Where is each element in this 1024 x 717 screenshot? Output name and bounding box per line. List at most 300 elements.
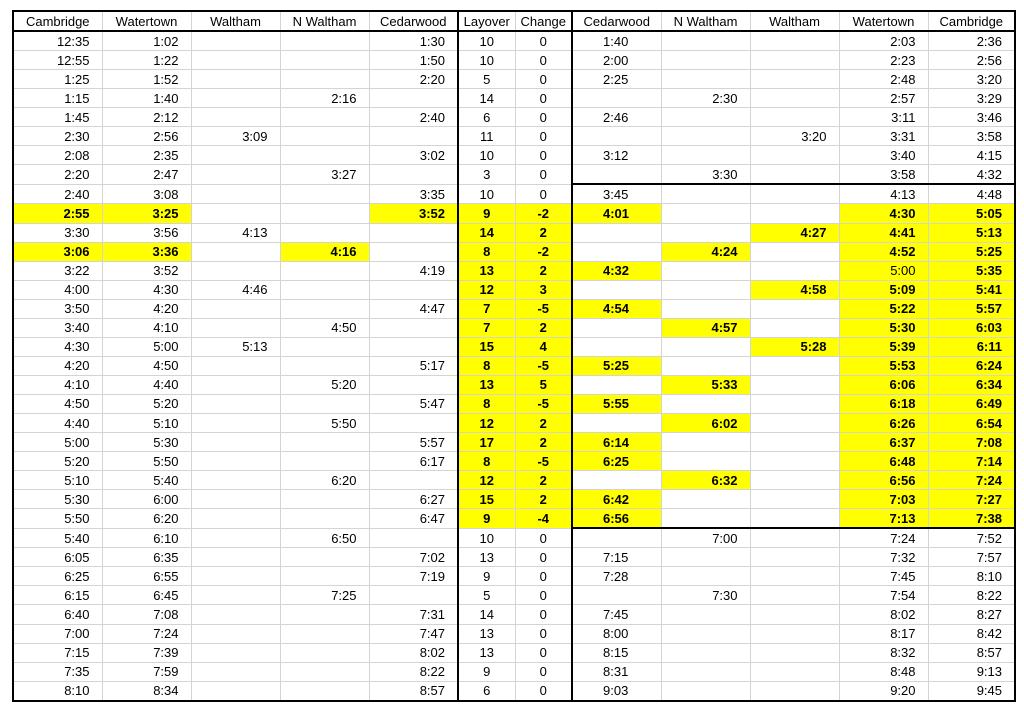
cell-change: 2: [515, 318, 572, 337]
cell-n-waltham-out: [280, 567, 369, 586]
cell-cedarwood-in: 6:42: [572, 490, 661, 509]
cell-layover: 13: [458, 624, 515, 643]
cell-waltham-in: [750, 643, 839, 662]
cell-watertown-out: 6:45: [102, 586, 191, 605]
cell-waltham-in: [750, 89, 839, 108]
cell-watertown-out: 6:35: [102, 548, 191, 567]
cell-cedarwood-out: 3:35: [369, 184, 458, 204]
cell-waltham-in: [750, 375, 839, 394]
cell-waltham-in: [750, 567, 839, 586]
cell-change: 0: [515, 165, 572, 185]
cell-cedarwood-out: [369, 586, 458, 605]
cell-n-waltham-in: [661, 337, 750, 356]
cell-waltham-in: [750, 184, 839, 204]
cell-waltham-out: [191, 567, 280, 586]
cell-watertown-out: 7:24: [102, 624, 191, 643]
cell-cambridge-out: 4:50: [13, 394, 102, 413]
table-row: [13, 299, 1015, 318]
cell-change: 0: [515, 662, 572, 681]
cell-cambridge-in: 5:57: [928, 299, 1015, 318]
cell-n-waltham-in: [661, 681, 750, 701]
cell-layover: 10: [458, 31, 515, 51]
table-row: [13, 318, 1015, 337]
cell-waltham-in: [750, 528, 839, 548]
cell-cedarwood-out: [369, 375, 458, 394]
cell-n-waltham-out: [280, 624, 369, 643]
cell-waltham-in: [750, 471, 839, 490]
cell-waltham-in: [750, 31, 839, 51]
cell-cambridge-in: 5:13: [928, 223, 1015, 242]
table-row: [13, 643, 1015, 662]
cell-cedarwood-in: 5:25: [572, 356, 661, 375]
cell-change: 2: [515, 471, 572, 490]
cell-change: 2: [515, 413, 572, 432]
cell-change: 0: [515, 624, 572, 643]
table-row: [13, 452, 1015, 471]
cell-watertown-out: 3:08: [102, 184, 191, 204]
cell-change: -4: [515, 509, 572, 529]
table-row: [13, 70, 1015, 89]
cell-waltham-out: [191, 261, 280, 280]
cell-cedarwood-out: 1:50: [369, 51, 458, 70]
cell-cambridge-out: 7:15: [13, 643, 102, 662]
cell-n-waltham-out: [280, 643, 369, 662]
cell-n-waltham-in: 4:24: [661, 242, 750, 261]
header-waltham-out: Waltham: [191, 11, 280, 31]
cell-cedarwood-out: 8:22: [369, 662, 458, 681]
cell-cedarwood-out: [369, 337, 458, 356]
cell-layover: 12: [458, 280, 515, 299]
cell-change: 0: [515, 643, 572, 662]
cell-layover: 3: [458, 165, 515, 185]
cell-watertown-out: 5:30: [102, 433, 191, 452]
cell-change: 4: [515, 337, 572, 356]
cell-cedarwood-in: 3:12: [572, 146, 661, 165]
cell-n-waltham-in: [661, 452, 750, 471]
cell-layover: 10: [458, 528, 515, 548]
cell-cambridge-in: 6:11: [928, 337, 1015, 356]
cell-waltham-out: [191, 89, 280, 108]
cell-n-waltham-out: [280, 433, 369, 452]
cell-change: 2: [515, 261, 572, 280]
cell-cedarwood-out: 5:57: [369, 433, 458, 452]
cell-cambridge-out: 5:30: [13, 490, 102, 509]
cell-waltham-in: [750, 394, 839, 413]
cell-layover: 13: [458, 643, 515, 662]
cell-cambridge-in: 2:36: [928, 31, 1015, 51]
cell-watertown-out: 2:35: [102, 146, 191, 165]
cell-waltham-out: [191, 643, 280, 662]
cell-cedarwood-out: [369, 127, 458, 146]
cell-cedarwood-in: 1:40: [572, 31, 661, 51]
cell-layover: 6: [458, 681, 515, 701]
cell-waltham-in: [750, 509, 839, 529]
cell-cambridge-in: 7:38: [928, 509, 1015, 529]
cell-watertown-out: 1:22: [102, 51, 191, 70]
cell-watertown-in: 2:48: [839, 70, 928, 89]
table-row: [13, 51, 1015, 70]
cell-n-waltham-out: [280, 108, 369, 127]
cell-cedarwood-out: 7:02: [369, 548, 458, 567]
cell-cambridge-in: 8:22: [928, 586, 1015, 605]
cell-change: -5: [515, 299, 572, 318]
cell-n-waltham-in: [661, 509, 750, 529]
cell-layover: 10: [458, 146, 515, 165]
schedule-table: [12, 10, 1016, 702]
cell-cedarwood-out: 5:17: [369, 356, 458, 375]
cell-n-waltham-out: [280, 223, 369, 242]
cell-watertown-in: 7:54: [839, 586, 928, 605]
cell-cambridge-in: 5:25: [928, 242, 1015, 261]
table-row: [13, 509, 1015, 529]
cell-waltham-out: [191, 471, 280, 490]
cell-layover: 8: [458, 242, 515, 261]
cell-waltham-out: 4:46: [191, 280, 280, 299]
cell-layover: 9: [458, 662, 515, 681]
cell-watertown-out: 7:08: [102, 605, 191, 624]
cell-cambridge-out: 3:22: [13, 261, 102, 280]
cell-watertown-out: 3:56: [102, 223, 191, 242]
cell-watertown-in: 3:40: [839, 146, 928, 165]
cell-cedarwood-out: [369, 528, 458, 548]
cell-n-waltham-out: 3:27: [280, 165, 369, 185]
cell-cedarwood-out: 6:17: [369, 452, 458, 471]
cell-n-waltham-in: [661, 261, 750, 280]
cell-layover: 9: [458, 509, 515, 529]
cell-watertown-out: 3:52: [102, 261, 191, 280]
table-row: [13, 242, 1015, 261]
cell-watertown-out: 5:40: [102, 471, 191, 490]
cell-n-waltham-in: 6:02: [661, 413, 750, 432]
cell-cedarwood-out: 3:52: [369, 204, 458, 223]
cell-cambridge-out: 8:10: [13, 681, 102, 701]
cell-cedarwood-out: [369, 242, 458, 261]
cell-waltham-out: [191, 165, 280, 185]
cell-waltham-in: [750, 662, 839, 681]
cell-n-waltham-in: [661, 280, 750, 299]
table-row: [13, 127, 1015, 146]
header-cedarwood-in: Cedarwood: [572, 11, 661, 31]
cell-n-waltham-out: [280, 31, 369, 51]
cell-cambridge-in: 4:48: [928, 184, 1015, 204]
cell-layover: 5: [458, 70, 515, 89]
cell-cedarwood-in: 7:28: [572, 567, 661, 586]
cell-cedarwood-out: 7:47: [369, 624, 458, 643]
cell-n-waltham-in: [661, 184, 750, 204]
cell-waltham-out: [191, 586, 280, 605]
cell-waltham-in: [750, 299, 839, 318]
cell-waltham-out: 5:13: [191, 337, 280, 356]
cell-cedarwood-in: [572, 223, 661, 242]
cell-cambridge-in: 6:49: [928, 394, 1015, 413]
header-row: [13, 11, 1015, 31]
cell-cambridge-in: 3:29: [928, 89, 1015, 108]
cell-cedarwood-out: [369, 318, 458, 337]
cell-cambridge-out: 5:10: [13, 471, 102, 490]
cell-n-waltham-out: 7:25: [280, 586, 369, 605]
cell-waltham-out: [191, 490, 280, 509]
cell-cambridge-out: 4:20: [13, 356, 102, 375]
cell-waltham-in: [750, 51, 839, 70]
cell-watertown-out: 4:40: [102, 375, 191, 394]
cell-cambridge-in: 8:57: [928, 643, 1015, 662]
cell-cedarwood-out: [369, 471, 458, 490]
cell-waltham-in: 4:27: [750, 223, 839, 242]
cell-cambridge-in: 3:20: [928, 70, 1015, 89]
cell-cambridge-out: 6:40: [13, 605, 102, 624]
cell-cedarwood-in: 4:54: [572, 299, 661, 318]
cell-n-waltham-in: [661, 70, 750, 89]
cell-cedarwood-out: 7:31: [369, 605, 458, 624]
table-row: [13, 31, 1015, 51]
cell-layover: 11: [458, 127, 515, 146]
header-cambridge-out: Cambridge: [13, 11, 102, 31]
cell-cambridge-out: 3:40: [13, 318, 102, 337]
header-waltham-in: Waltham: [750, 11, 839, 31]
cell-waltham-out: [191, 548, 280, 567]
cell-cedarwood-out: 6:27: [369, 490, 458, 509]
cell-n-waltham-in: 2:30: [661, 89, 750, 108]
cell-watertown-out: 6:55: [102, 567, 191, 586]
cell-watertown-out: 5:10: [102, 413, 191, 432]
cell-cedarwood-out: [369, 165, 458, 185]
cell-waltham-out: [191, 184, 280, 204]
cell-n-waltham-in: 4:57: [661, 318, 750, 337]
cell-change: 0: [515, 70, 572, 89]
cell-layover: 15: [458, 490, 515, 509]
cell-watertown-in: 6:37: [839, 433, 928, 452]
cell-cambridge-out: 4:30: [13, 337, 102, 356]
cell-waltham-out: [191, 375, 280, 394]
cell-waltham-in: [750, 413, 839, 432]
cell-cedarwood-in: [572, 375, 661, 394]
cell-waltham-in: [750, 165, 839, 185]
cell-cambridge-in: 8:42: [928, 624, 1015, 643]
cell-cambridge-out: 5:50: [13, 509, 102, 529]
cell-cedarwood-in: [572, 127, 661, 146]
cell-watertown-out: 4:10: [102, 318, 191, 337]
cell-cambridge-out: 3:30: [13, 223, 102, 242]
cell-change: -5: [515, 394, 572, 413]
cell-cambridge-in: 7:24: [928, 471, 1015, 490]
cell-cedarwood-in: [572, 280, 661, 299]
cell-watertown-in: 8:02: [839, 605, 928, 624]
table-row: [13, 394, 1015, 413]
cell-cedarwood-in: 3:45: [572, 184, 661, 204]
cell-watertown-in: 7:45: [839, 567, 928, 586]
cell-waltham-in: 3:20: [750, 127, 839, 146]
cell-cambridge-out: 4:10: [13, 375, 102, 394]
cell-watertown-out: 7:39: [102, 643, 191, 662]
cell-cambridge-in: 3:58: [928, 127, 1015, 146]
cell-cedarwood-in: 6:56: [572, 509, 661, 529]
cell-waltham-out: [191, 605, 280, 624]
cell-watertown-out: 1:52: [102, 70, 191, 89]
table-row: [13, 184, 1015, 204]
cell-cambridge-out: 5:00: [13, 433, 102, 452]
cell-cedarwood-out: 1:30: [369, 31, 458, 51]
cell-watertown-out: 8:34: [102, 681, 191, 701]
cell-waltham-out: [191, 204, 280, 223]
cell-cambridge-out: 12:35: [13, 31, 102, 51]
cell-cedarwood-out: 5:47: [369, 394, 458, 413]
cell-cambridge-in: 5:05: [928, 204, 1015, 223]
cell-waltham-out: [191, 662, 280, 681]
cell-cedarwood-in: 6:14: [572, 433, 661, 452]
cell-n-waltham-out: 4:50: [280, 318, 369, 337]
table-row: [13, 471, 1015, 490]
cell-change: 2: [515, 433, 572, 452]
cell-watertown-out: 2:12: [102, 108, 191, 127]
header-cambridge-in: Cambridge: [928, 11, 1015, 31]
cell-layover: 13: [458, 261, 515, 280]
cell-waltham-in: [750, 261, 839, 280]
cell-layover: 14: [458, 605, 515, 624]
cell-layover: 10: [458, 184, 515, 204]
cell-cedarwood-in: [572, 318, 661, 337]
cell-cedarwood-in: 6:25: [572, 452, 661, 471]
cell-waltham-out: [191, 433, 280, 452]
cell-n-waltham-out: [280, 356, 369, 375]
cell-watertown-in: 5:00: [839, 261, 928, 280]
cell-cedarwood-in: 4:01: [572, 204, 661, 223]
cell-waltham-out: [191, 528, 280, 548]
cell-watertown-out: 2:47: [102, 165, 191, 185]
cell-cedarwood-in: 8:00: [572, 624, 661, 643]
cell-n-waltham-in: [661, 356, 750, 375]
cell-layover: 8: [458, 452, 515, 471]
cell-cedarwood-in: 7:15: [572, 548, 661, 567]
cell-waltham-out: [191, 51, 280, 70]
cell-cambridge-in: 2:56: [928, 51, 1015, 70]
cell-watertown-in: 7:03: [839, 490, 928, 509]
cell-n-waltham-in: 3:30: [661, 165, 750, 185]
cell-watertown-out: 4:20: [102, 299, 191, 318]
cell-watertown-in: 6:48: [839, 452, 928, 471]
cell-n-waltham-in: [661, 643, 750, 662]
cell-watertown-in: 4:13: [839, 184, 928, 204]
cell-n-waltham-out: [280, 490, 369, 509]
cell-cedarwood-in: 4:32: [572, 261, 661, 280]
cell-waltham-in: [750, 356, 839, 375]
cell-cambridge-out: 7:35: [13, 662, 102, 681]
table-row: [13, 89, 1015, 108]
header-change: Change: [515, 11, 572, 31]
cell-change: 0: [515, 681, 572, 701]
schedule-sheet: [12, 10, 1016, 702]
cell-change: 0: [515, 51, 572, 70]
cell-waltham-out: [191, 31, 280, 51]
cell-n-waltham-out: 2:16: [280, 89, 369, 108]
cell-cedarwood-in: [572, 471, 661, 490]
cell-watertown-in: 4:52: [839, 242, 928, 261]
cell-watertown-in: 5:30: [839, 318, 928, 337]
cell-cedarwood-out: [369, 89, 458, 108]
cell-waltham-in: [750, 624, 839, 643]
cell-change: 0: [515, 146, 572, 165]
cell-waltham-in: [750, 204, 839, 223]
cell-change: -5: [515, 452, 572, 471]
cell-cedarwood-in: 2:25: [572, 70, 661, 89]
table-row: [13, 662, 1015, 681]
table-row: [13, 337, 1015, 356]
cell-layover: 17: [458, 433, 515, 452]
cell-cedarwood-in: 7:45: [572, 605, 661, 624]
cell-watertown-in: 2:57: [839, 89, 928, 108]
cell-n-waltham-out: [280, 261, 369, 280]
cell-watertown-out: 6:10: [102, 528, 191, 548]
cell-change: 0: [515, 605, 572, 624]
cell-layover: 12: [458, 413, 515, 432]
cell-n-waltham-in: [661, 490, 750, 509]
cell-waltham-in: [750, 318, 839, 337]
cell-cedarwood-out: 2:20: [369, 70, 458, 89]
cell-n-waltham-in: 7:30: [661, 586, 750, 605]
cell-cambridge-in: 8:10: [928, 567, 1015, 586]
cell-n-waltham-in: [661, 146, 750, 165]
cell-cedarwood-out: [369, 413, 458, 432]
header-n-waltham-in: N Waltham: [661, 11, 750, 31]
cell-change: 5: [515, 375, 572, 394]
table-row: [13, 433, 1015, 452]
cell-waltham-out: [191, 413, 280, 432]
cell-n-waltham-in: [661, 299, 750, 318]
table-row: [13, 280, 1015, 299]
cell-cedarwood-out: [369, 280, 458, 299]
cell-cedarwood-in: [572, 242, 661, 261]
cell-watertown-in: 8:48: [839, 662, 928, 681]
cell-cambridge-out: 12:55: [13, 51, 102, 70]
cell-cambridge-out: 5:40: [13, 528, 102, 548]
cell-cedarwood-out: 6:47: [369, 509, 458, 529]
table-row: [13, 586, 1015, 605]
cell-n-waltham-out: [280, 394, 369, 413]
cell-cedarwood-in: 2:00: [572, 51, 661, 70]
table-row: [13, 261, 1015, 280]
cell-cambridge-in: 4:15: [928, 146, 1015, 165]
cell-cambridge-out: 1:15: [13, 89, 102, 108]
cell-waltham-in: [750, 548, 839, 567]
cell-watertown-in: 2:23: [839, 51, 928, 70]
header-layover: Layover: [458, 11, 515, 31]
cell-n-waltham-out: [280, 681, 369, 701]
cell-n-waltham-out: [280, 605, 369, 624]
cell-cedarwood-out: 8:57: [369, 681, 458, 701]
cell-watertown-out: 1:40: [102, 89, 191, 108]
cell-change: 3: [515, 280, 572, 299]
cell-change: -2: [515, 242, 572, 261]
cell-n-waltham-in: [661, 662, 750, 681]
header-cedarwood-out: Cedarwood: [369, 11, 458, 31]
cell-layover: 8: [458, 394, 515, 413]
cell-watertown-in: 5:09: [839, 280, 928, 299]
cell-waltham-out: [191, 146, 280, 165]
cell-change: 0: [515, 528, 572, 548]
cell-cambridge-out: 4:40: [13, 413, 102, 432]
cell-waltham-in: [750, 452, 839, 471]
cell-cambridge-in: 5:41: [928, 280, 1015, 299]
cell-waltham-out: [191, 70, 280, 89]
cell-watertown-out: 4:30: [102, 280, 191, 299]
cell-watertown-out: 5:50: [102, 452, 191, 471]
cell-watertown-in: 8:32: [839, 643, 928, 662]
cell-cedarwood-out: 3:02: [369, 146, 458, 165]
table-row: [13, 548, 1015, 567]
cell-n-waltham-out: 6:50: [280, 528, 369, 548]
cell-cambridge-out: 4:00: [13, 280, 102, 299]
cell-n-waltham-out: 5:50: [280, 413, 369, 432]
cell-waltham-in: [750, 242, 839, 261]
